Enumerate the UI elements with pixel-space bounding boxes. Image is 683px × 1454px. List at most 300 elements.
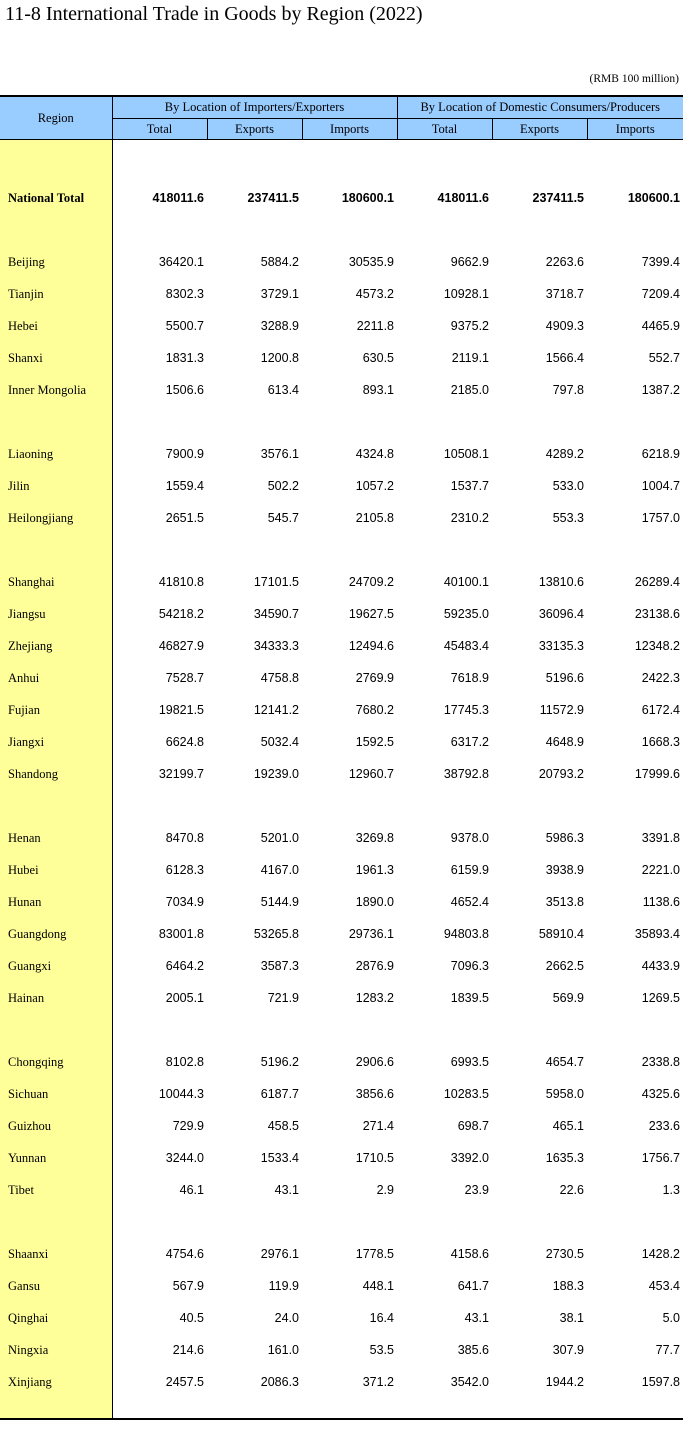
region-name: Inner Mongolia [0,374,112,406]
region-name: Hebei [0,310,112,342]
region-column-fill [0,214,112,246]
exports-consumers-cell: 33135.3 [538,639,584,653]
imports-importers-cell: 2876.9 [355,959,394,973]
empty-cell [587,406,683,438]
table-row [0,1110,683,1142]
table-row [0,1046,683,1078]
imports-consumers-cell: 6172.4 [641,703,680,717]
empty-cell [397,140,492,151]
exports-consumers-cell: 11572.9 [539,703,584,717]
exports-importers-cell: 5032.4 [260,735,299,749]
table-row [0,502,683,534]
exports-importers-cell: 5196.2 [260,1055,299,1069]
imports-consumers-cell: 35893.4 [634,927,680,941]
page-title: 11-8 International Trade in Goods by Region (2022) [5,3,423,25]
table-row [0,886,683,918]
total-consumers-cell: 7618.9 [450,671,489,685]
spacer-row [0,534,683,566]
total-importers-cell: 567.9 [172,1279,204,1293]
imports-importers-cell: 19627.5 [348,607,394,621]
empty-cell [207,534,302,566]
imports-consumers-cell: 1756.7 [641,1151,680,1165]
total-consumers-cell: 38792.8 [443,767,489,781]
total-importers-cell: 418011.6 [152,191,204,205]
exports-importers-cell: 2086.3 [260,1375,299,1389]
total-consumers-cell: 23.9 [464,1183,489,1197]
imports-importers-cell: 271.4 [362,1119,394,1133]
region-name: Zhejiang [0,630,112,662]
exports-consumers-cell: 4909.3 [545,319,584,333]
exports-consumers-cell: 20793.2 [538,767,584,781]
imports-consumers-cell: 4325.6 [641,1087,680,1101]
imports-importers-cell: 1710.5 [355,1151,394,1165]
region-name: Guizhou [0,1110,112,1142]
table-row [0,982,683,1014]
table-row [0,726,683,758]
empty-cell [587,150,683,182]
total-consumers-cell: 17745.3 [443,703,489,717]
empty-cell [397,534,492,566]
exports-importers-cell: 545.7 [267,511,299,525]
imports-importers-cell: 2769.9 [355,671,394,685]
exports-importers-cell: 458.5 [267,1119,299,1133]
exports-importers-cell: 237411.5 [247,191,299,205]
imports-importers-cell: 4324.8 [355,447,394,461]
empty-cell [207,140,302,151]
spacer-row [0,1398,683,1419]
empty-cell [587,1014,683,1046]
exports-consumers-cell: 22.6 [559,1183,584,1197]
total-importers-cell: 2005.1 [165,991,204,1005]
region-name: Jilin [0,470,112,502]
empty-cell [397,1014,492,1046]
trade-table [0,95,683,1420]
empty-cell [302,150,397,182]
table-row [0,1270,683,1302]
table-row [0,598,683,630]
total-importers-cell: 6128.3 [165,863,204,877]
exports-consumers-cell: 1566.4 [545,351,584,365]
empty-cell [302,1206,397,1238]
empty-cell [587,214,683,246]
spacer-row [0,1014,683,1046]
table-row [0,1174,683,1206]
total-importers-cell: 41810.8 [158,575,204,589]
exports-consumers-cell: 4654.7 [545,1055,584,1069]
exports-consumers-cell: 5958.0 [545,1087,584,1101]
total-consumers-cell: 6159.9 [450,863,489,877]
imports-consumers-cell: 77.7 [655,1343,680,1357]
region-name: Anhui [0,662,112,694]
exports-importers-cell: 4167.0 [260,863,299,877]
imports-consumers-cell: 1668.3 [641,735,680,749]
region-name: Guangxi [0,950,112,982]
region-name: Yunnan [0,1142,112,1174]
total-consumers-cell: 3542.0 [450,1375,489,1389]
empty-cell [587,790,683,822]
spacer-row [0,140,683,151]
region-column-fill [0,1206,112,1238]
exports-consumers-cell: 4289.2 [545,447,584,461]
total-consumers-cell: 641.7 [457,1279,489,1293]
spacer-row [0,1206,683,1238]
exports-importers-cell: 3288.9 [260,319,299,333]
exports-importers-cell: 721.9 [267,991,299,1005]
imports-consumers-cell: 1138.6 [642,895,680,909]
imports-importers-cell: 2105.8 [355,511,394,525]
empty-cell [397,1398,492,1419]
header-exports: Exports [492,119,587,140]
table-row [0,1142,683,1174]
imports-consumers-cell: 26289.4 [634,575,680,589]
region-name: Qinghai [0,1302,112,1334]
table-row [0,854,683,886]
empty-cell [302,406,397,438]
region-name: Heilongjiang [0,502,112,534]
header-total: Total [397,119,492,140]
total-consumers-cell: 1839.5 [450,991,489,1005]
imports-importers-cell: 24709.2 [348,575,394,589]
exports-importers-cell: 19239.0 [253,767,299,781]
total-consumers-cell: 9375.2 [450,319,489,333]
header-imports: Imports [587,119,683,140]
header-total: Total [112,119,207,140]
empty-cell [207,790,302,822]
table-row [0,470,683,502]
region-column-fill [0,140,112,151]
imports-consumers-cell: 1428.2 [641,1247,680,1261]
imports-importers-cell: 1283.2 [355,991,394,1005]
table-row [0,374,683,406]
imports-importers-cell: 371.2 [362,1375,394,1389]
total-consumers-cell: 43.1 [464,1311,489,1325]
exports-importers-cell: 24.0 [274,1311,299,1325]
exports-consumers-cell: 533.0 [552,479,584,493]
empty-cell [112,1014,207,1046]
empty-cell [207,1206,302,1238]
total-consumers-cell: 6993.5 [450,1055,489,1069]
empty-cell [492,1014,587,1046]
total-consumers-cell: 94803.8 [443,927,489,941]
empty-cell [492,214,587,246]
header-group-consumers-producers: By Location of Domestic Consumers/Producers [397,96,683,119]
empty-cell [302,1014,397,1046]
total-consumers-cell: 10928.1 [443,287,489,301]
total-importers-cell: 2651.5 [165,511,204,525]
exports-importers-cell: 12141.2 [253,703,299,717]
region-name: Henan [0,822,112,854]
total-consumers-cell: 10283.5 [443,1087,489,1101]
region-name: Jiangsu [0,598,112,630]
total-importers-cell: 5500.7 [165,319,204,333]
exports-importers-cell: 613.4 [267,383,299,397]
region-name: Chongqing [0,1046,112,1078]
empty-cell [302,140,397,151]
total-importers-cell: 1831.3 [165,351,204,365]
table-header [0,96,683,140]
empty-cell [587,1206,683,1238]
imports-consumers-cell: 3391.8 [641,831,680,845]
region-name: Gansu [0,1270,112,1302]
table-row [0,246,683,278]
empty-cell [112,140,207,151]
total-importers-cell: 36420.1 [158,255,204,269]
empty-cell [112,406,207,438]
exports-consumers-cell: 797.8 [552,383,584,397]
empty-cell [397,406,492,438]
region-name: Hubei [0,854,112,886]
exports-importers-cell: 2976.1 [260,1247,299,1261]
exports-importers-cell: 6187.7 [260,1087,299,1101]
region-column-fill [0,1014,112,1046]
total-importers-cell: 46.1 [179,1183,204,1197]
total-importers-cell: 32199.7 [158,767,204,781]
imports-consumers-cell: 4433.9 [641,959,680,973]
imports-importers-cell: 2.9 [376,1183,394,1197]
imports-consumers-cell: 1597.8 [641,1375,680,1389]
exports-importers-cell: 5144.9 [260,895,299,909]
exports-importers-cell: 34333.3 [253,639,299,653]
total-importers-cell: 10044.3 [158,1087,204,1101]
total-consumers-cell: 6317.2 [450,735,489,749]
exports-consumers-cell: 553.3 [552,511,584,525]
total-consumers-cell: 2185.0 [450,383,489,397]
table-row [0,662,683,694]
empty-cell [207,1398,302,1419]
empty-cell [492,1398,587,1419]
exports-consumers-cell: 4648.9 [545,735,584,749]
empty-cell [112,1398,207,1419]
table-row [0,1238,683,1270]
empty-cell [112,214,207,246]
exports-consumers-cell: 13810.6 [538,575,584,589]
header-imports: Imports [302,119,397,140]
total-consumers-cell: 10508.1 [443,447,489,461]
exports-consumers-cell: 2730.5 [545,1247,584,1261]
total-importers-cell: 7528.7 [165,671,204,685]
total-consumers-cell: 4158.6 [450,1247,489,1261]
national-total-row [0,182,683,214]
exports-importers-cell: 1200.8 [260,351,299,365]
exports-consumers-cell: 3938.9 [545,863,584,877]
exports-consumers-cell: 1944.2 [545,1375,584,1389]
table-row [0,1366,683,1398]
empty-cell [397,1206,492,1238]
region-name: National Total [0,182,112,214]
imports-consumers-cell: 1757.0 [641,511,680,525]
total-consumers-cell: 7096.3 [450,959,489,973]
total-importers-cell: 1559.4 [165,479,204,493]
total-consumers-cell: 2310.2 [450,511,489,525]
imports-importers-cell: 630.5 [362,351,394,365]
imports-consumers-cell: 552.7 [648,351,680,365]
region-column-fill [0,790,112,822]
imports-importers-cell: 1961.3 [355,863,394,877]
exports-consumers-cell: 58910.4 [538,927,584,941]
imports-consumers-cell: 4465.9 [641,319,680,333]
imports-importers-cell: 3856.6 [355,1087,394,1101]
region-column-fill [0,1398,112,1419]
exports-consumers-cell: 2662.5 [545,959,584,973]
imports-importers-cell: 12494.6 [348,639,394,653]
imports-importers-cell: 29736.1 [348,927,394,941]
exports-importers-cell: 43.1 [274,1183,299,1197]
total-importers-cell: 4754.6 [165,1247,204,1261]
imports-importers-cell: 2211.8 [356,319,394,333]
total-consumers-cell: 59235.0 [443,607,489,621]
imports-importers-cell: 1592.5 [355,735,394,749]
spacer-row [0,214,683,246]
total-importers-cell: 8302.3 [165,287,204,301]
region-name: Shanghai [0,566,112,598]
imports-importers-cell: 448.1 [362,1279,394,1293]
region-column-fill [0,534,112,566]
table-row [0,342,683,374]
empty-cell [492,534,587,566]
imports-consumers-cell: 2221.0 [641,863,680,877]
spacer-row [0,406,683,438]
empty-cell [492,1206,587,1238]
imports-consumers-cell: 233.6 [648,1119,680,1133]
table-row [0,310,683,342]
imports-consumers-cell: 17999.6 [634,767,680,781]
imports-consumers-cell: 453.4 [648,1279,680,1293]
exports-consumers-cell: 2263.6 [545,255,584,269]
table-row [0,694,683,726]
exports-importers-cell: 502.2 [267,479,299,493]
empty-cell [112,1206,207,1238]
exports-importers-cell: 34590.7 [253,607,299,621]
imports-consumers-cell: 23138.6 [634,607,680,621]
imports-importers-cell: 893.1 [362,383,394,397]
exports-consumers-cell: 465.1 [552,1119,584,1133]
exports-consumers-cell: 3513.8 [545,895,584,909]
empty-cell [492,790,587,822]
empty-cell [587,534,683,566]
exports-importers-cell: 53265.8 [253,927,299,941]
table-row [0,1302,683,1334]
header-exports: Exports [207,119,302,140]
table-row [0,1334,683,1366]
region-name: Xinjiang [0,1366,112,1398]
region-name: Shaanxi [0,1238,112,1270]
imports-consumers-cell: 6218.9 [641,447,680,461]
total-consumers-cell: 698.7 [457,1119,489,1133]
total-consumers-cell: 40100.1 [443,575,489,589]
imports-importers-cell: 4573.2 [355,287,394,301]
exports-consumers-cell: 569.9 [552,991,584,1005]
empty-cell [112,534,207,566]
exports-consumers-cell: 5986.3 [545,831,584,845]
total-importers-cell: 8470.8 [165,831,204,845]
imports-importers-cell: 1778.5 [355,1247,394,1261]
imports-importers-cell: 30535.9 [348,255,394,269]
total-importers-cell: 1506.6 [165,383,204,397]
exports-consumers-cell: 3718.7 [545,287,584,301]
imports-importers-cell: 1890.0 [355,895,394,909]
table-row [0,438,683,470]
region-name: Liaoning [0,438,112,470]
table-row [0,278,683,310]
total-consumers-cell: 1537.7 [450,479,489,493]
empty-cell [112,790,207,822]
imports-importers-cell: 7680.2 [355,703,394,717]
exports-consumers-cell: 5196.6 [545,671,584,685]
total-importers-cell: 3244.0 [165,1151,204,1165]
total-importers-cell: 7034.9 [165,895,204,909]
exports-importers-cell: 4758.8 [260,671,299,685]
total-consumers-cell: 4652.4 [450,895,489,909]
exports-importers-cell: 3729.1 [260,287,299,301]
imports-consumers-cell: 1269.5 [641,991,680,1005]
region-name: Beijing [0,246,112,278]
empty-cell [492,150,587,182]
exports-consumers-cell: 307.9 [552,1343,584,1357]
imports-consumers-cell: 1387.2 [641,383,680,397]
total-consumers-cell: 418011.6 [437,191,489,205]
table-row [0,758,683,790]
region-name: Tianjin [0,278,112,310]
imports-importers-cell: 12960.7 [348,767,394,781]
region-name: Guangdong [0,918,112,950]
exports-importers-cell: 119.9 [268,1279,299,1293]
region-column-fill [0,406,112,438]
empty-cell [302,534,397,566]
region-name: Hainan [0,982,112,1014]
imports-consumers-cell: 7399.4 [641,255,680,269]
total-consumers-cell: 45483.4 [443,639,489,653]
table-row [0,918,683,950]
table-row [0,566,683,598]
imports-consumers-cell: 1004.7 [641,479,680,493]
exports-consumers-cell: 1635.3 [545,1151,584,1165]
empty-cell [492,406,587,438]
imports-consumers-cell: 7209.4 [641,287,680,301]
table-body [0,140,683,1420]
empty-cell [302,790,397,822]
table-row [0,630,683,662]
total-consumers-cell: 3392.0 [450,1151,489,1165]
exports-importers-cell: 17101.5 [253,575,299,589]
region-name: Ningxia [0,1334,112,1366]
exports-importers-cell: 161.0 [267,1343,299,1357]
total-consumers-cell: 2119.1 [451,351,489,365]
imports-consumers-cell: 2338.8 [641,1055,680,1069]
region-name: Tibet [0,1174,112,1206]
empty-cell [207,406,302,438]
empty-cell [397,214,492,246]
region-name: Shanxi [0,342,112,374]
header-region: Region [0,96,112,140]
total-importers-cell: 40.5 [179,1311,204,1325]
total-importers-cell: 19821.5 [158,703,204,717]
imports-importers-cell: 53.5 [369,1343,394,1357]
imports-importers-cell: 2906.6 [355,1055,394,1069]
exports-consumers-cell: 36096.4 [538,607,584,621]
imports-importers-cell: 3269.8 [355,831,394,845]
total-importers-cell: 729.9 [172,1119,204,1133]
imports-importers-cell: 180600.1 [341,191,394,205]
spacer-row [0,150,683,182]
spacer-row [0,790,683,822]
empty-cell [397,150,492,182]
total-importers-cell: 6624.8 [165,735,204,749]
total-importers-cell: 46827.9 [158,639,204,653]
empty-cell [207,150,302,182]
exports-importers-cell: 5201.0 [260,831,299,845]
imports-consumers-cell: 1.3 [662,1183,680,1197]
imports-importers-cell: 1057.2 [355,479,394,493]
